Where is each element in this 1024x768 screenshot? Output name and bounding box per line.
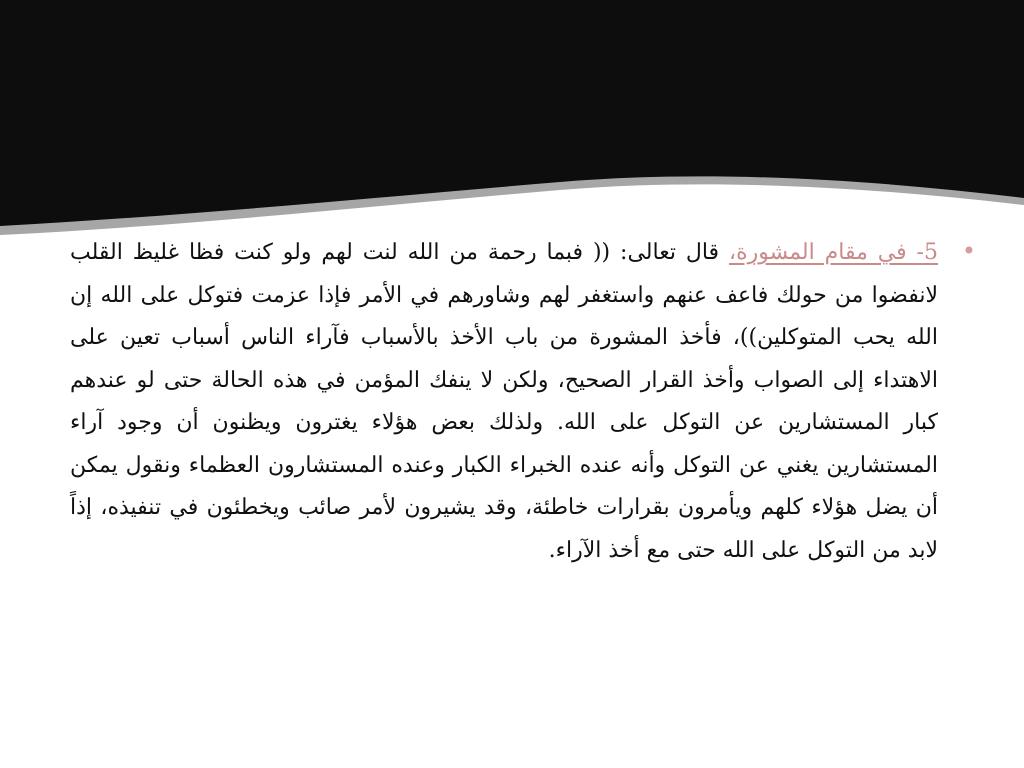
bullet-item bbox=[70, 232, 990, 572]
bullet-dot: • bbox=[961, 237, 976, 265]
header-band bbox=[0, 0, 1024, 240]
heading-link[interactable]: 5- في مقام المشورة، bbox=[728, 240, 938, 265]
content-area bbox=[70, 232, 990, 572]
body-text: قال تعالى: (( فبما رحمة من الله لنت لهم ولو كنت فظا غليظ القلب لانفضوا من حولك فاعف عنهم واستغفر لهم وشاورهم في الأمر فإذا عزمت فتوكل على الله إن الله يحب المتوكلين))، فأخذ المشورة من باب الأخذ بالأسباب فآراء الناس أسباب تعين على الاهتداء إلى الصواب وأخذ القرار الصحيح، ولكن لا ينفك المؤمن في هذه الحالة حتى لو عندهم كبار المستشارين عن التوكل على الله. ولذلك بعض هؤلاء يغترون ويظنون أن وجود آراء المستشارين يغني عن التوكل وأنه عنده الخبراء الكبار وعنده المستشارون العظماء ونقول يمكن أن يضل هؤلاء كلهم ويأمرون بقرارات خاطئة، وقد يشيرون لأمر صائب ويخطئون في تنفيذه، إذاً لابد من التوكل على الله حتى مع أخذ الآراء. bbox=[70, 240, 938, 563]
paragraph bbox=[70, 240, 938, 563]
